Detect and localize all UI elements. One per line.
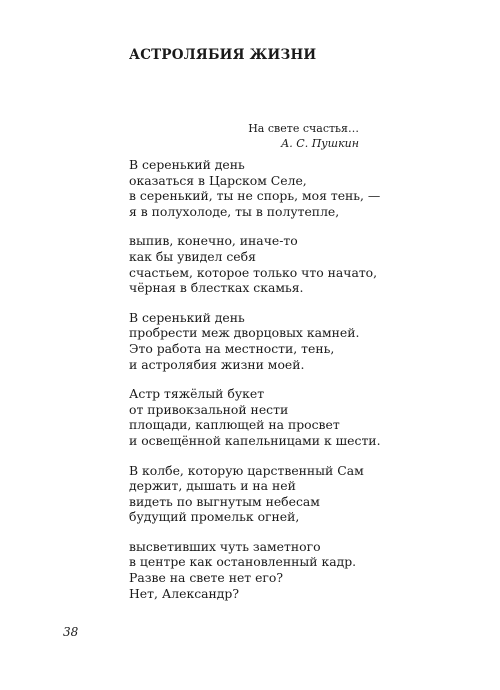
poem-line: Разве на свете нет его? bbox=[129, 570, 283, 586]
poem-line: видеть по выгнутым небесам bbox=[129, 493, 320, 509]
poem-title: АСТРОЛЯБИЯ ЖИЗНИ bbox=[129, 47, 317, 63]
stanza-2 bbox=[129, 233, 381, 295]
poem-line: В серенький день bbox=[129, 309, 245, 325]
epigraph bbox=[248, 121, 359, 151]
poem-line: площади, каплющей на просвет bbox=[129, 417, 340, 433]
stanza-6 bbox=[129, 539, 381, 601]
poem-line: в серенький, ты не спорь, моя тень, — bbox=[129, 188, 381, 204]
page-number: 38 bbox=[63, 625, 79, 639]
stanza-4 bbox=[129, 386, 381, 448]
poem-line: держит, дышать и на ней bbox=[129, 478, 296, 494]
poem-line: от привокзальной нести bbox=[129, 401, 289, 417]
poem-line: Нет, Александр? bbox=[129, 585, 239, 601]
poem-line: счастьем, которое только что начато, bbox=[129, 264, 378, 280]
poem-line: пробрести меж дворцовых камней. bbox=[129, 325, 360, 341]
poem-line: В колбе, которую царственный Сам bbox=[129, 462, 364, 478]
poem-line: оказаться в Царском Селе, bbox=[129, 172, 307, 188]
poem-line: В серенький день bbox=[129, 157, 245, 172]
poem-line: я в полухолоде, ты в полутепле, bbox=[129, 203, 340, 219]
poem-line: Это работа на местности, тень, bbox=[129, 340, 335, 356]
poem-body bbox=[129, 157, 381, 615]
stanza-1 bbox=[129, 157, 381, 219]
poem-line: Астр тяжёлый букет bbox=[129, 386, 265, 402]
poem-line: выпив, конечно, иначе-то bbox=[129, 233, 298, 249]
epigraph-author: А. С. Пушкин bbox=[280, 137, 359, 150]
poem-line: и освещённой капельницами к шести. bbox=[129, 432, 381, 448]
poem-line: как бы увидел себя bbox=[129, 248, 256, 264]
poem-line: в центре как остановленный кадр. bbox=[129, 554, 357, 570]
poem-line: будущий промельк огней, bbox=[129, 509, 300, 525]
stanza-3 bbox=[129, 310, 381, 372]
epigraph-text: На свете счастья… bbox=[248, 122, 359, 135]
stanza-5 bbox=[129, 463, 381, 525]
poem-line: и астролябия жизни моей. bbox=[129, 356, 305, 372]
poem-line: чёрная в блестках скамья. bbox=[129, 280, 304, 296]
poem-line: высветивших чуть заметного bbox=[129, 538, 321, 554]
